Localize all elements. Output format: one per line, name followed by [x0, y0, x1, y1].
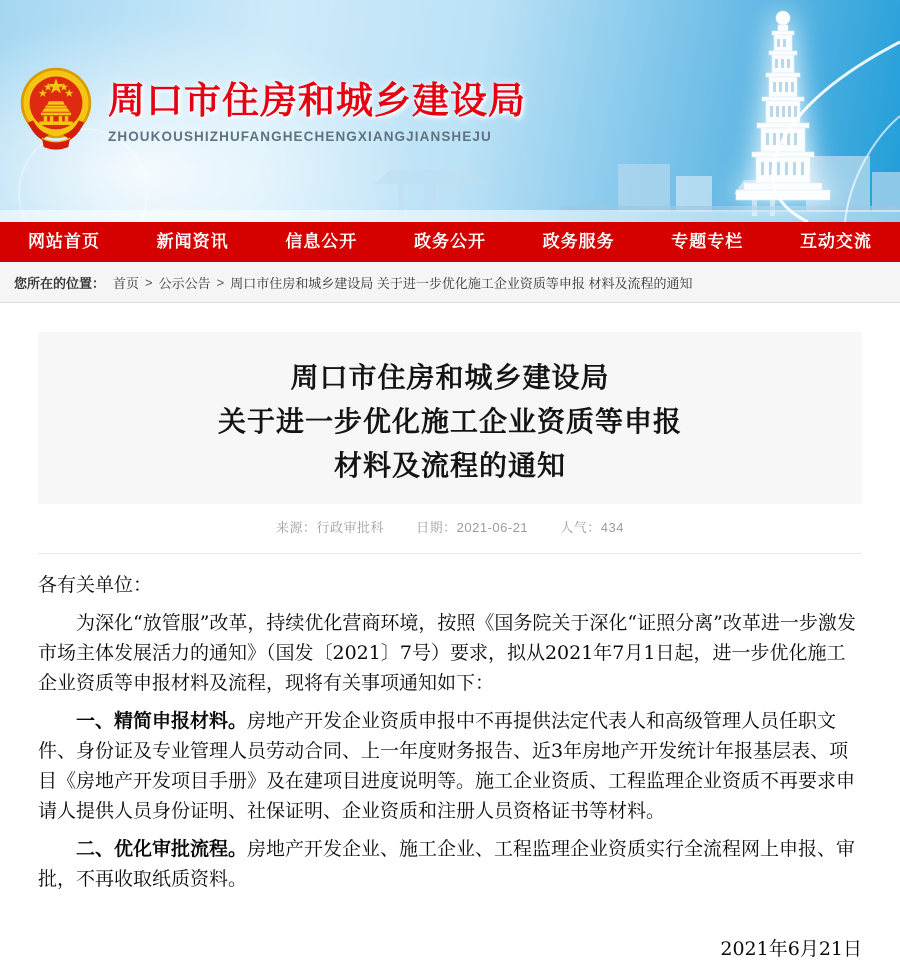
paragraph-lead: 二、优化审批流程。: [76, 838, 248, 860]
paragraph: [38, 608, 862, 698]
article-title: [58, 356, 842, 488]
nav-item-news[interactable]: 新闻资讯: [156, 232, 229, 251]
breadcrumb-item-home[interactable]: 首页: [113, 275, 140, 291]
paragraph: [38, 706, 862, 826]
article: [0, 303, 900, 975]
sign-date: 2021年6月21日: [720, 938, 862, 960]
nav-item-gov-affairs-open[interactable]: 政务公开: [413, 232, 486, 251]
meta-date-value: 2021-06-21: [456, 520, 529, 535]
meta-views-label: 人气：: [560, 520, 601, 535]
breadcrumb-separator: >: [145, 274, 153, 290]
main-nav: [0, 222, 900, 262]
article-meta: [38, 517, 862, 536]
article-title-line: 材料及流程的通知: [333, 450, 566, 481]
meta-views-value: 434: [600, 520, 624, 535]
nav-item-special-topics[interactable]: 专题专栏: [671, 232, 744, 251]
site-title-pinyin: ZHOUKOUSHIZHUFANGHECHENGXIANGJIANSHEJU: [108, 128, 492, 144]
article-title-line: 周口市住房和城乡建设局: [290, 362, 610, 393]
article-title-box: [38, 332, 862, 504]
meta-source-label: 来源：: [275, 520, 317, 535]
breadcrumb: [0, 262, 900, 303]
nav-item-interaction[interactable]: 互动交流: [799, 232, 872, 251]
paragraph-text: 房地产开发企业、施工企业、工程监理企业资质实行全流程网上申报、审批，不再收取纸质资料。: [38, 838, 856, 890]
paragraph-text: 为深化“放管服”改革，持续优化营商环境，按照《国务院关于深化“证照分离”改革进一步激发市场主体发展活力的通知》（国发〔2021〕7号）要求，拟从2021年7月1日起，进一步优化施工企业资质等申报材料及流程，现将有关事项通知如下：: [38, 612, 856, 694]
site-title: 周口市住房和城乡建设局: [108, 79, 526, 121]
breadcrumb-label: 您所在的位置：: [14, 275, 106, 291]
meta-date-label: 日期：: [416, 520, 457, 535]
swoosh-decoration: [640, 0, 900, 222]
salutation: 各有关单位：: [38, 574, 153, 596]
nav-item-info-disclosure[interactable]: 信息公开: [285, 232, 358, 251]
site-brand: [12, 60, 526, 160]
nav-item-gov-services[interactable]: 政务服务: [542, 232, 615, 251]
meta-source: [276, 520, 384, 535]
paragraph-lead: 一、精简申报材料。: [76, 710, 248, 732]
meta-views: [560, 520, 624, 535]
meta-date: [416, 520, 528, 535]
breadcrumb-item-notices[interactable]: 公示公告: [158, 275, 211, 291]
meta-source-value: 行政审批科: [316, 520, 385, 535]
paragraph: [38, 834, 862, 894]
breadcrumb-item-current: 周口市住房和城乡建设局 关于进一步优化施工企业资质等申报 材料及流程的通知: [230, 275, 693, 291]
nav-item-home[interactable]: 网站首页: [28, 232, 100, 251]
breadcrumb-separator: >: [216, 274, 225, 290]
article-body: [38, 554, 862, 964]
national-emblem-icon: [12, 60, 100, 160]
paragraph-text: 房地产开发企业资质申报中不再提供法定代表人和高级管理人员任职文件、身份证及专业管理人员劳动合同、上一年度财务报告、近3年房地产开发统计年报基层表、项目《房地产开发项目手册》及在建项目进度说明等。施工企业资质、工程监理企业资质不再要求申请人提供人员身份证明、社保证明、企业资质和注册人员资格证书等材料。: [38, 710, 856, 822]
site-header: [0, 0, 900, 222]
site-brand-text: [108, 77, 526, 144]
article-title-line: 关于进一步优化施工企业资质等申报: [217, 406, 682, 437]
